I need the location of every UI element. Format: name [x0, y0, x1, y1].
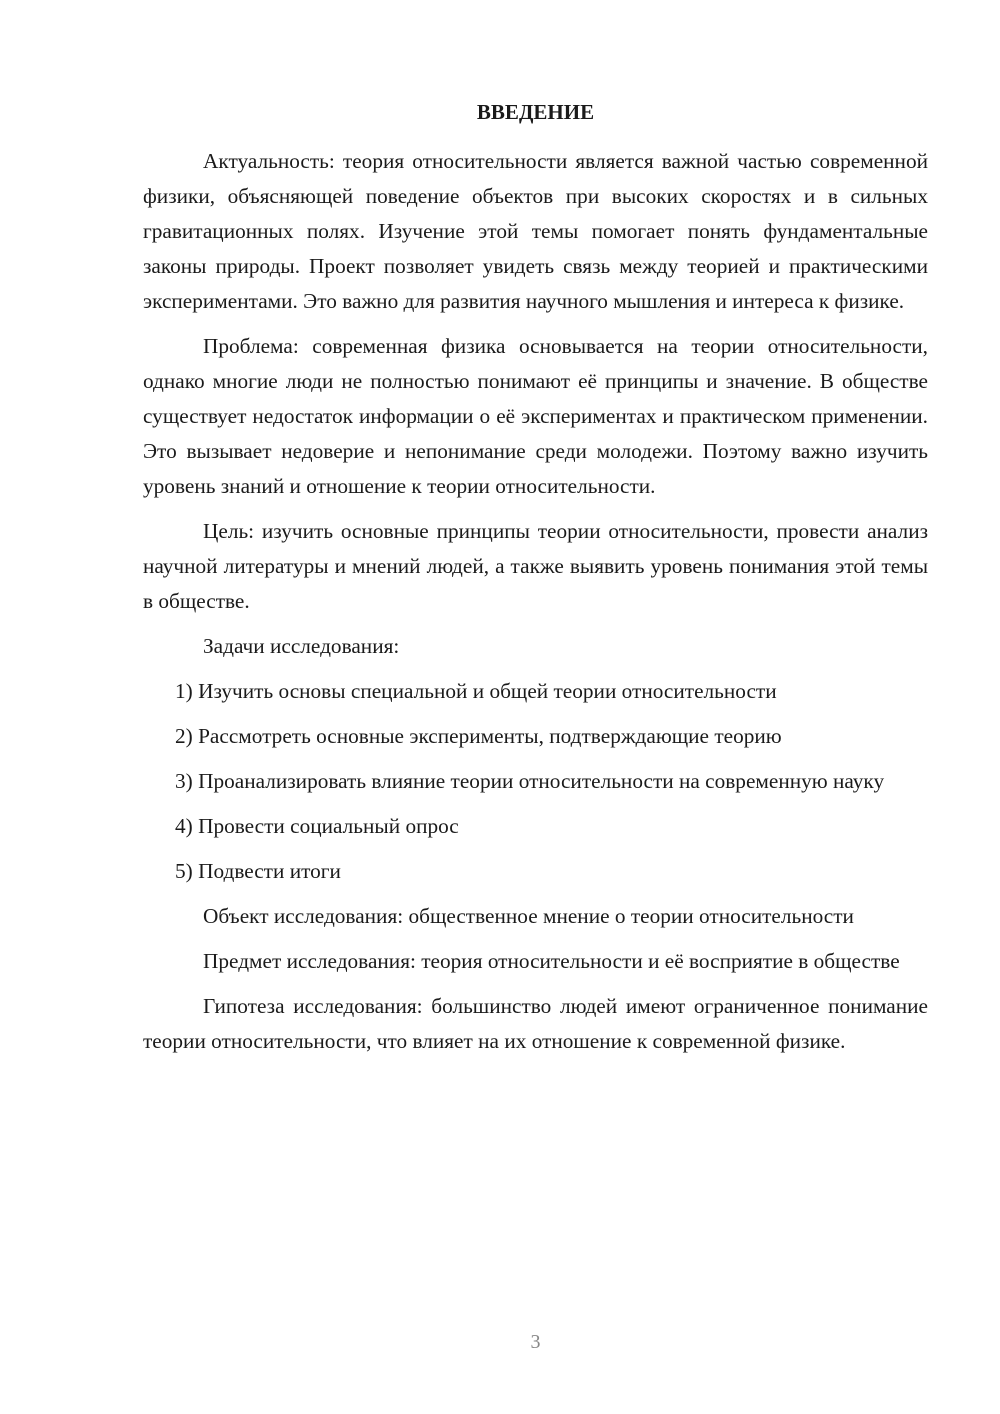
paragraph-hypothesis: Гипотеза исследования: большинство людей имеют ограниченное понимание теории относительности, что влияет на их отношение к современной физике.	[143, 994, 928, 1053]
paragraph-object: Объект исследования: общественное мнение о теории относительности	[203, 904, 854, 928]
paragraph-goal: Цель: изучить основные принципы теории относительности, провести анализ научной литературы и мнений людей, а также выявить уровень понимания этой темы в обществе.	[143, 519, 928, 613]
task-item-2: 2) Рассмотреть основные эксперименты, подтверждающие теорию	[175, 724, 782, 748]
document-page	[143, 0, 928, 1414]
document-body	[143, 144, 928, 1069]
paragraph-subject: Предмет исследования: теория относительности и её восприятие в обществе	[203, 949, 900, 973]
task-item-3: 3) Проанализировать влияние теории относительности на современную науку	[175, 769, 885, 793]
task-item-1: 1) Изучить основы специальной и общей теории относительности	[175, 679, 777, 703]
page-title: ВВЕДЕНИЕ	[476, 100, 595, 124]
task-item-5: 5) Подвести итоги	[175, 859, 341, 883]
tasks-heading: Задачи исследования:	[203, 634, 400, 658]
task-item-4: 4) Провести социальный опрос	[175, 814, 459, 838]
paragraph-actuality: Актуальность: теория относительности является важной частью современной физики, объясняющей поведение объектов при высоких скоростях и в сильных гравитационных полях. Изучение этой темы помогает понять фундаментальные законы природы. Проект позволяет увидеть связь между теорией и практическими экспериментами. Это важно для развития научного мышления и интереса к физике.	[143, 149, 928, 313]
paragraph-problem: Проблема: современная физика основывается на теории относительности, однако многие люди не полностью понимают её принципы и значение. В обществе существует недостаток информации о её экспериментах и практическом применении. Это вызывает недоверие и непонимание среди молодежи. Поэтому важно изучить уровень знаний и отношение к теории относительности.	[143, 334, 928, 498]
page-number: 3	[530, 1331, 541, 1353]
